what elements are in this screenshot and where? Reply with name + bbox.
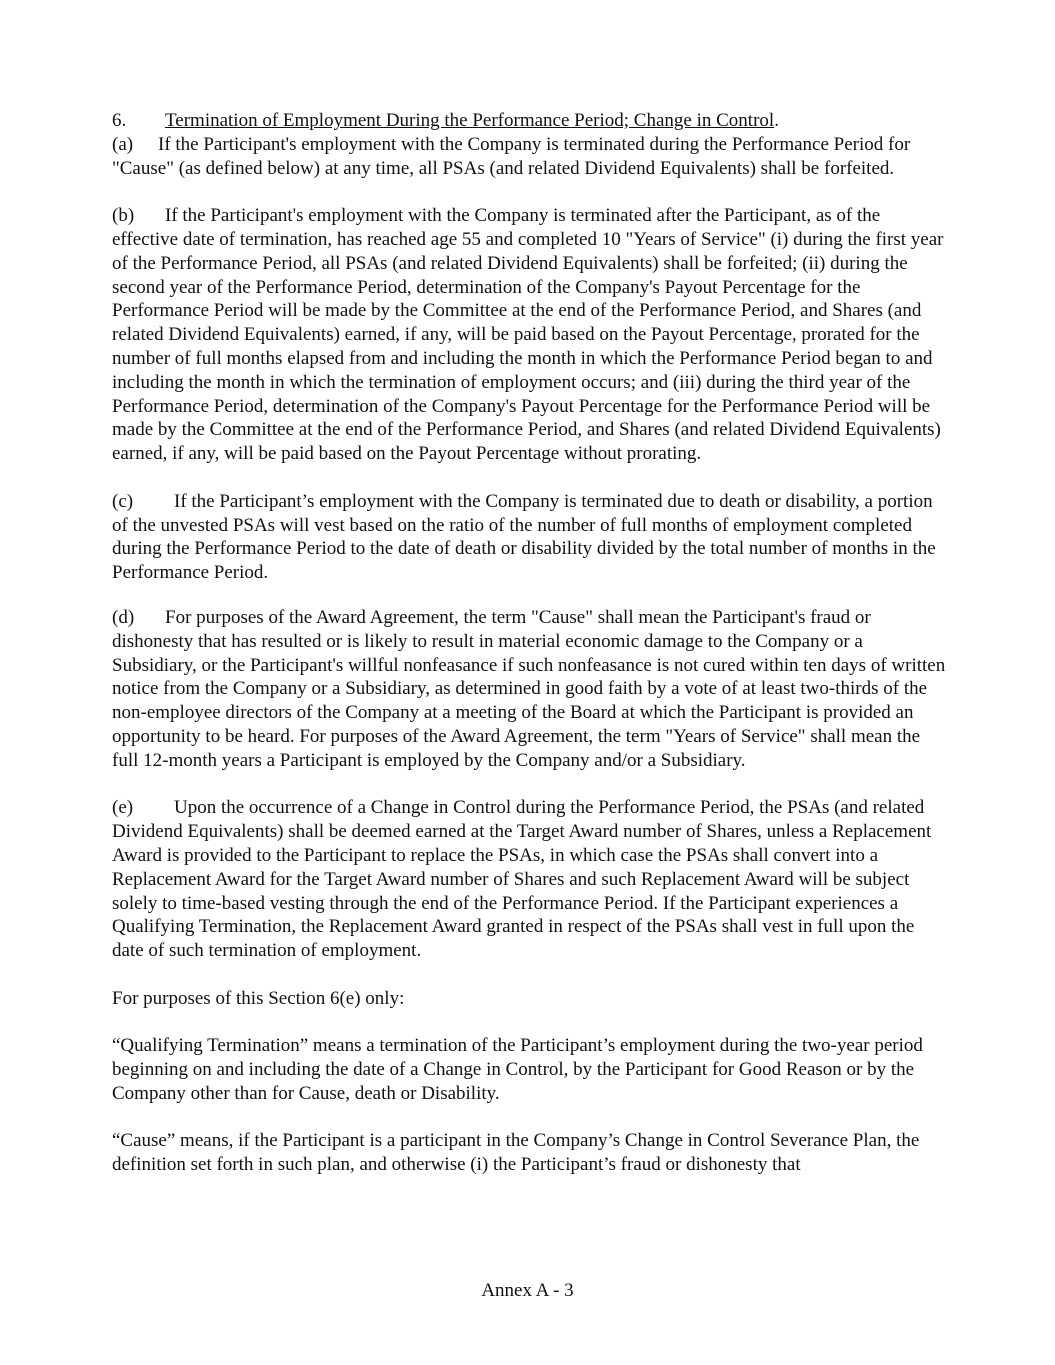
paragraph-cause-definition: “Cause” means, if the Participant is a participant in the Company’s Change in Control Severance Plan, the definition set forth in such plan, and otherwise (i) the Participant’s fraud or dishonesty that bbox=[112, 1130, 920, 1176]
paragraph-e-label: (e) bbox=[112, 797, 134, 819]
paragraph-purposes: For purposes of this Section 6(e) only: bbox=[112, 987, 405, 1009]
section-number: 6. bbox=[112, 110, 127, 131]
paragraph-d-label: (d) bbox=[112, 606, 135, 628]
paragraph-c-text: If the Participant’s employment with the Company is terminated due to death or disability, a portion of the unvested PSAs will vest based on the ratio of the number of full months of employment completed during the Performance Period to the date of death or disability divided by the total number of months in the Performance Period. bbox=[112, 490, 936, 584]
paragraph-b-text: If the Participant's employment with the Company is terminated after the Participant, as of the effective date of termination, has reached age 55 and completed 10 "Years of Service" (i) during the first year of the Performance Period, all PSAs (and related Dividend Equivalents) shall be forfeited; (ii) during the second year of the Performance Period, determination of the Company's Payout Percentage for the Performance Period will be made by the Committee at the end of the Performance Period, and Shares (and related Dividend Equivalents) earned, if any, will be paid based on the Payout Percentage, prorated for the number of full months elapsed from and including the month in which the Performance Period began to and including the month in which the termination of employment occurs; and (iii) during the third year of the Performance Period, determination of the Company's Payout Percentage for the Performance Period will be made by the Committee at the end of the Performance Period, and Shares (and related Dividend Equivalents) earned, if any, will be paid based on the Payout Percentage without prorating. bbox=[112, 205, 944, 465]
paragraph-c bbox=[112, 490, 948, 585]
page-footer: Annex A - 3 bbox=[481, 1280, 574, 1301]
paragraph-e bbox=[112, 796, 948, 963]
paragraph-e-text: Upon the occurrence of a Change in Control during the Performance Period, the PSAs (and related Dividend Equivalents) shall be deemed earned at the Target Award number of Shares, unless a Replacement Award is provided to the Participant to replace the PSAs, in which case the PSAs shall convert into a Replacement Award for the Target Award number of Shares and such Replacement Award will be subject solely to time-based vesting through the end of the Performance Period. If the Participant experiences a Qualifying Termination, the Replacement Award granted in respect of the PSAs shall vest in full upon the date of such termination of employment. bbox=[112, 797, 932, 962]
paragraph-b-label: (b) bbox=[112, 205, 135, 227]
paragraph-a-text: If the Participant's employment with the Company is terminated during the Performance Period for "Cause" (as defined below) at any time, all PSAs (and related Dividend Equivalents) shall be forfeited. bbox=[112, 133, 911, 179]
section-heading: 6. Termination of Employment During the Performance Period; Change in Control. bbox=[112, 110, 779, 131]
paragraph-b bbox=[112, 204, 948, 466]
paragraph-qualifying-termination: “Qualifying Termination” means a termination of the Participant’s employment during the two-year period beginning on and including the date of a Change in Control, by the Participant for Good Reason or by the Company other than for Cause, death or Disability. bbox=[112, 1035, 923, 1104]
paragraph-a-label: (a) bbox=[112, 133, 134, 155]
section-title: Termination of Employment During the Performance Period; Change in Control bbox=[165, 110, 775, 131]
paragraph-d-text: For purposes of the Award Agreement, the term "Cause" shall mean the Participant's fraud or dishonesty that has resulted or is likely to result in material economic damage to the Company or a Subsidiary, or the Participant's willful nonfeasance if such nonfeasance is not cured within ten days of written notice from the Company or a Subsidiary, as determined in good faith by a vote of at least two-thirds of the non-employee directors of the Company at a meeting of the Board at which the Participant is provided an opportunity to be heard. For purposes of the Award Agreement, the term "Years of Service" shall mean the full 12-month years a Participant is employed by the Company and/or a Subsidiary. bbox=[112, 606, 946, 771]
paragraph-d bbox=[112, 606, 948, 773]
paragraph-a bbox=[112, 133, 948, 181]
document-body bbox=[112, 109, 948, 1177]
paragraph-c-label: (c) bbox=[112, 490, 134, 512]
